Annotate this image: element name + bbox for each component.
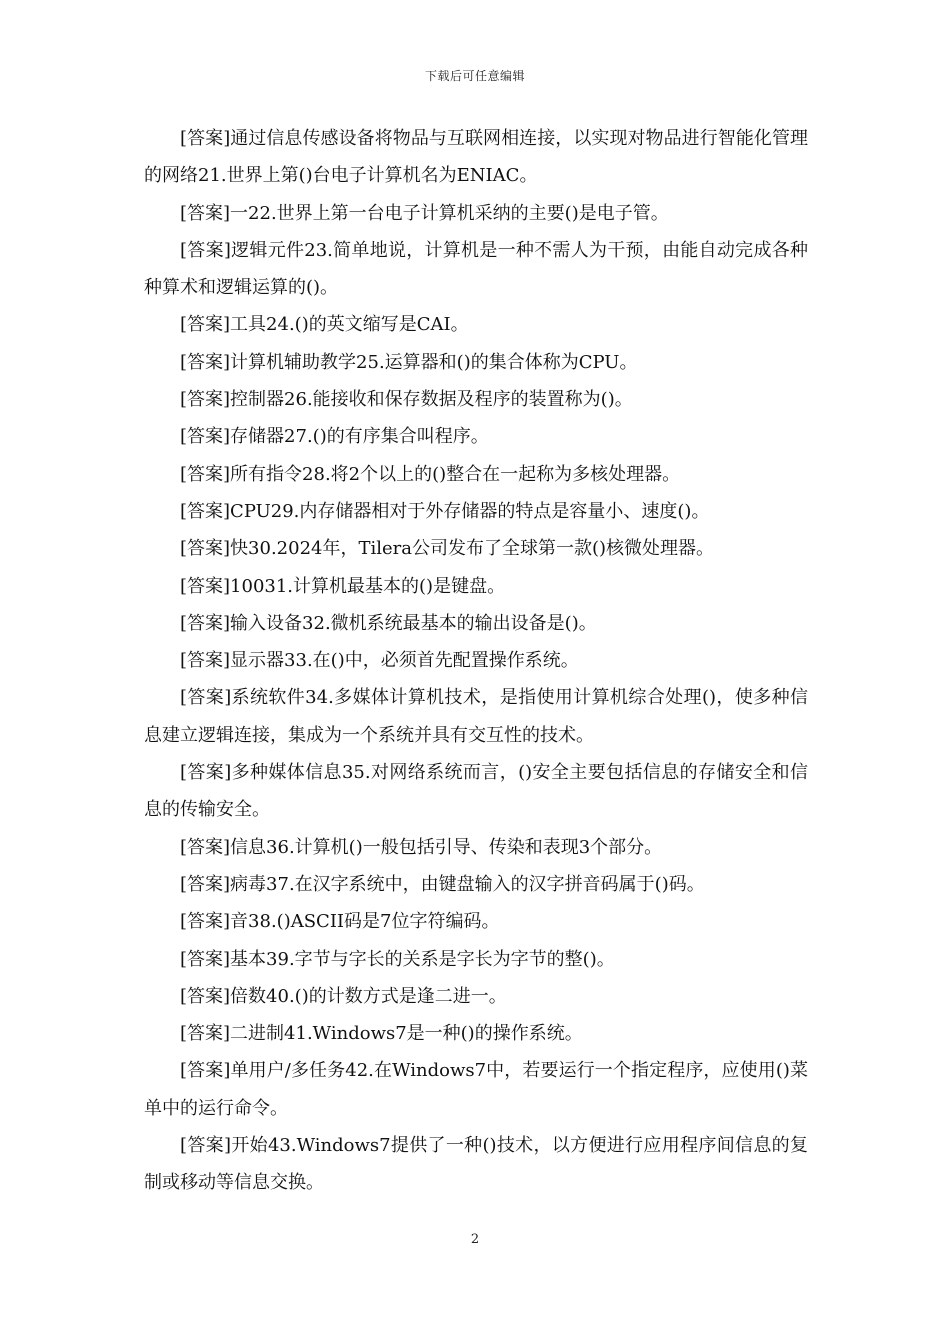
paragraph-7: [答案]存储器27.()的有序集合叫程序。 — [180, 426, 489, 448]
paragraph-6: [答案]控制器26.能接收和保存数据及程序的装置称为()。 — [180, 389, 633, 411]
paragraph-8: [答案]所有指令28.将2个以上的()整合在一起称为多核处理器。 — [180, 463, 681, 485]
paragraph-2: [答案]一22.世界上第一台电子计算机采纳的主要()是电子管。 — [180, 202, 669, 224]
paragraph-4: [答案]工具24.()的英文缩写是CAI。 — [180, 314, 469, 336]
paragraph-5: [答案]计算机辅助教学25.运算器和()的集合体称为CPU。 — [180, 351, 638, 373]
paragraph-19: [答案]基本39.字节与字长的关系是字长为字节的整()。 — [180, 948, 615, 970]
paragraph-13: [答案]显示器33.在()中，必须首先配置操作系统。 — [180, 650, 579, 672]
paragraph-3: [答案]逻辑元件23.简单地说，计算机是一种不需人为干预，由能自动完成各种种算术和逻辑运算的()。 — [144, 239, 808, 299]
paragraph-14: [答案]系统软件34.多媒体计算机技术，是指使用计算机综合处理()，使多种信息建立逻辑连接，集成为一个系统并具有交互性的技术。 — [144, 687, 808, 746]
paragraph-15: [答案]多种媒体信息35.对网络系统而言，()安全主要包括信息的存储安全和信息的传输安全。 — [144, 762, 808, 821]
paragraph-23: [答案]开始43.Windows7提供了一种()技术，以方便进行应用程序间信息的复制或移动等信息交换。 — [144, 1135, 808, 1194]
page-header: 下载后可任意编辑 — [424, 69, 525, 83]
paragraph-10: [答案]快30.2024年，Tilera公司发布了全球第一款()核微处理器。 — [180, 538, 715, 560]
paragraph-17: [答案]病毒37.在汉字系统中，由键盘输入的汉字拼音码属于()码。 — [180, 873, 705, 895]
paragraph-9: [答案]CPU29.内存储器相对于外存储器的特点是容量小、速度()。 — [180, 500, 710, 522]
paragraph-18: [答案]音38.()ASCII码是7位字符编码。 — [180, 911, 500, 933]
paragraph-11: [答案]10031.计算机最基本的()是键盘。 — [180, 575, 506, 597]
paragraph-20: [答案]倍数40.()的计数方式是逢二进一。 — [180, 985, 507, 1007]
paragraph-1: [答案]通过信息传感设备将物品与互联网相连接，以实现对物品进行智能化管理的网络21.世界上第()台电子计算机名为ENIAC。 — [144, 128, 808, 187]
paragraph-12: [答案]输入设备32.微机系统最基本的输出设备是()。 — [180, 612, 597, 634]
paragraph-22: [答案]单用户/多任务42.在Windows7中，若要运行一个指定程序，应使用()菜单中的运行命令。 — [144, 1060, 808, 1119]
document-body — [144, 120, 808, 1202]
paragraph-21: [答案]二进制41.Windows7是一种()的操作系统。 — [180, 1023, 583, 1045]
paragraph-16: [答案]信息36.计算机()一般包括引导、传染和表现3个部分。 — [180, 836, 663, 858]
page-number: 2 — [470, 1232, 480, 1247]
